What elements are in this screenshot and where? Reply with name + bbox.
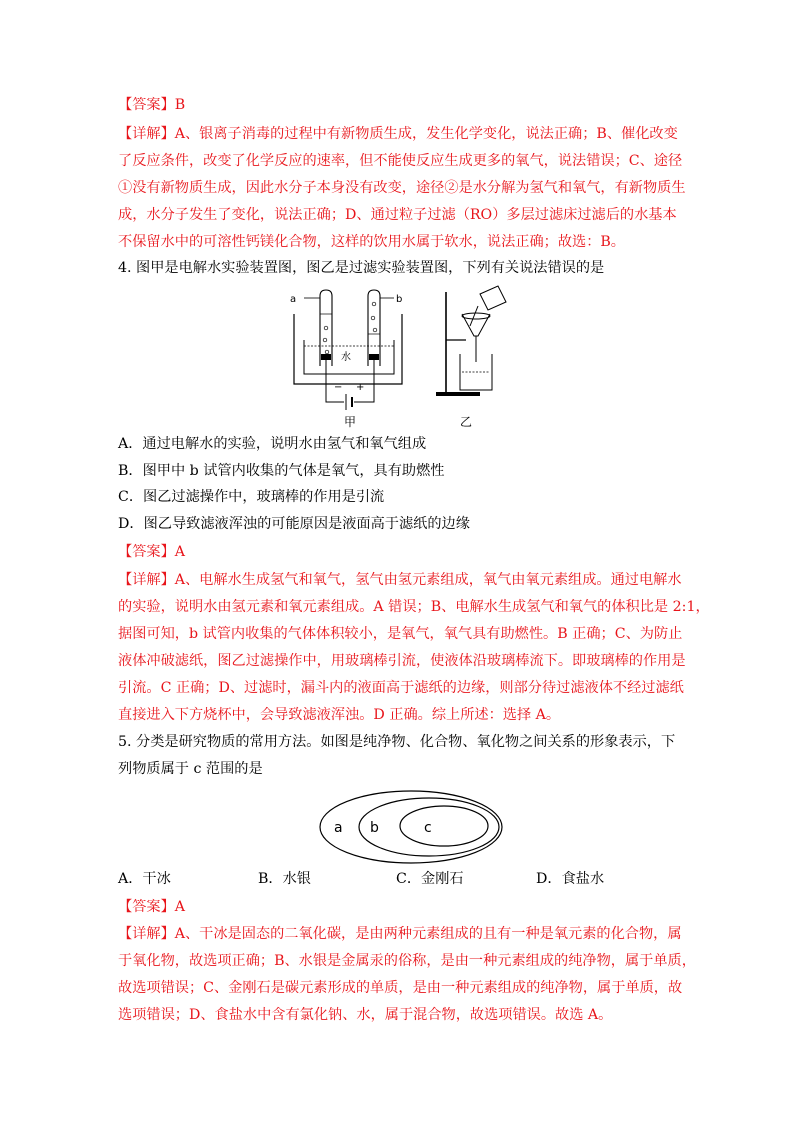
q4-option-a: A．通过电解水的实验，说明水由氢气和氧气组成 [118, 436, 427, 452]
q4-detail-line: 液体冲破滤纸，图乙过滤操作中，用玻璃棒引流，使液体沿玻璃棒流下。即玻璃棒的作用是 [118, 653, 686, 669]
q4-detail-line: 据图可知，b 试管内收集的气体体积较小，是氧气，氧气具有助燃性。B 正确；C、为防止 [118, 626, 683, 642]
q5-detail-line: 选项错误；D、食盐水中含有氯化钠、水，属于混合物，故选项错误。故选 A。 [118, 1007, 613, 1023]
q4-detail-line: 【详解】A、电解水生成氢气和氧气，氢气由氢元素组成，氧气由氧元素组成。通过电解水 [118, 572, 682, 588]
q5-option-c: C．金刚石 [396, 871, 464, 887]
q5-stem-line: 列物质属于 c 范围的是 [118, 761, 263, 777]
q3-detail-line: 了反应条件，改变了化学反应的速率，但不能使反应生成更多的氧气，说法错误；C、途径 [118, 153, 683, 169]
q4-option-b: B．图甲中 b 试管内收集的气体是氧气，具有助燃性 [118, 463, 445, 479]
water-label: 水 [341, 352, 351, 363]
negative-terminal-label: − [334, 382, 343, 393]
q3-detail-line: 不保留水中的可溶性钙镁化合物，这样的饮用水属于软水，说法正确；故选：B。 [118, 234, 625, 250]
positive-terminal-label: + [356, 382, 365, 393]
set-c-label: c [424, 820, 432, 836]
q3-detail-line: 成，水分子发生了变化，说法正确；D、通过粒子过滤（RO）多层过滤床过滤后的水基本 [118, 207, 677, 223]
tube-b-label: b [396, 294, 403, 305]
q5-detail-line: 【详解】A、干冰是固态的二氧化碳，是由两种元素组成的且有一种是氧元素的化合物，属 [118, 926, 682, 942]
set-a-label: a [334, 820, 343, 836]
figure-jia-caption: 甲 [344, 415, 357, 429]
filtration-apparatus-figure [432, 284, 516, 430]
q4-option-d: D．图乙导致滤液浑浊的可能原因是液面高于滤纸的边缘 [118, 516, 470, 532]
q5-detail-line: 故选项错误；C、金刚石是碳元素形成的单质，是由一种元素组成的纯净物，属于单质，故 [118, 980, 683, 996]
tube-a-label: a [290, 294, 297, 305]
q4-answer: 【答案】A [118, 544, 185, 560]
figure-yi-caption: 乙 [460, 415, 473, 429]
q5-detail-line: 于氧化物，故选项正确；B、水银是金属汞的俗称，是由一种元素组成的纯净物，属于单质， [118, 953, 696, 969]
q5-option-b: B．水银 [258, 871, 311, 887]
q4-stem: 4. 图甲是电解水实验装置图，图乙是过滤实验装置图，下列有关说法错误的是 [118, 260, 605, 276]
q5-option-d: D．食盐水 [536, 871, 605, 887]
q3-detail-line: 【详解】A、银离子消毒的过程中有新物质生成，发生化学变化，说法正确；B、催化改变 [118, 126, 678, 142]
q3-answer: 【答案】B [118, 97, 186, 113]
q4-detail-line: 直接进入下方烧杯中，会导致滤液浑浊。D 正确。综上所述：选择 A。 [118, 707, 561, 723]
q4-detail-line: 引流。C 正确；D、过滤时，漏斗内的液面高于滤纸的边缘，则部分待过滤液体不经过滤纸 [118, 680, 684, 696]
q4-option-c: C．图乙过滤操作中，玻璃棒的作用是引流 [118, 489, 385, 505]
electrolysis-apparatus-figure [284, 284, 414, 430]
q5-stem-line: 5. 分类是研究物质的常用方法。如图是纯净物、化合物、氧化物之间关系的形象表示，下 [118, 734, 676, 750]
q4-detail-line: 的实验，说明水由氢元素和氧元素组成。A 错误；B、电解水生成氢气和氧气的体积比是 2:1， [118, 599, 710, 615]
q5-option-a: A．干冰 [118, 871, 171, 887]
q3-detail-line: ①没有新物质生成，因此水分子本身没有改变，途径②是水分解为氢气和氧气，有新物质生 [118, 180, 686, 196]
classification-venn-diagram [318, 789, 504, 865]
set-b-label: b [370, 820, 379, 836]
q5-answer: 【答案】A [118, 899, 185, 915]
